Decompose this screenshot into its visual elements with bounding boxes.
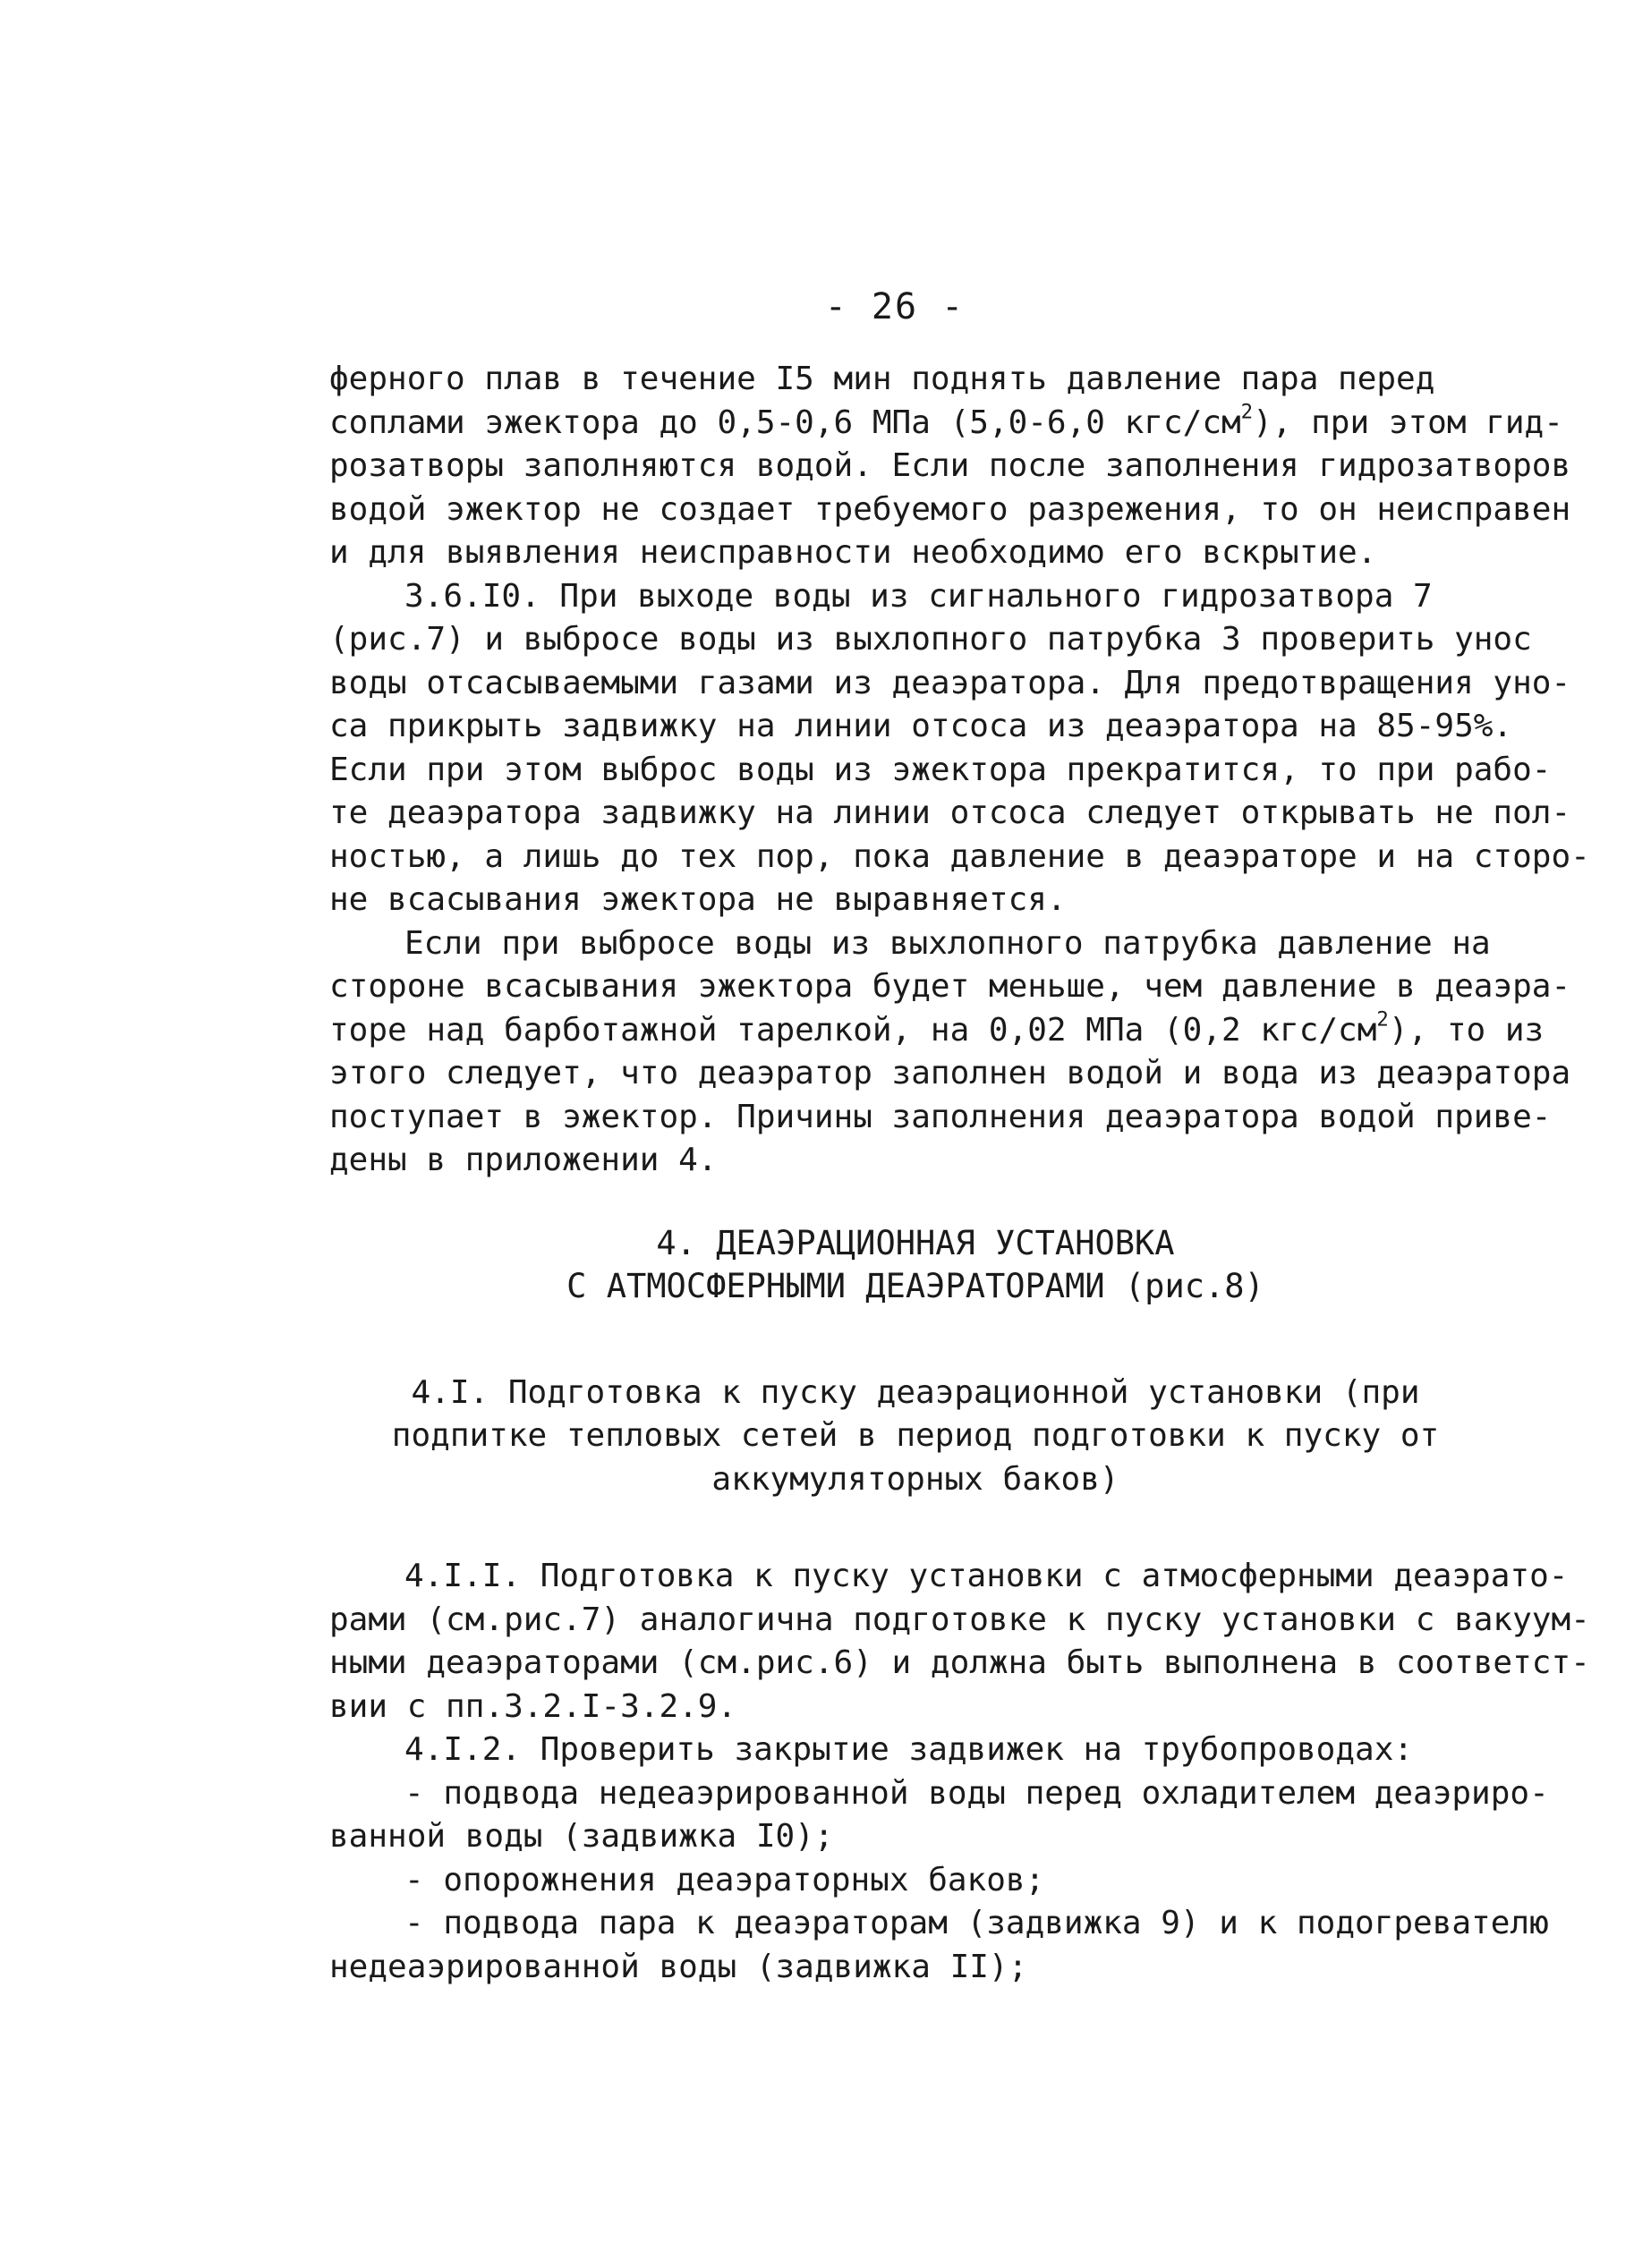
list-item: - подвода недеаэрированной воды перед охладителем деаэриро- (404, 1774, 1549, 1812)
text-fragment: ), то из (1388, 1011, 1545, 1049)
text-line: воды отсасываемыми газами из деаэратора. Для предотвращения уно- (329, 664, 1571, 701)
text-line: водой эжектор не создает требуемого разрежения, то он неисправен (329, 490, 1571, 528)
section-heading (329, 1222, 1502, 1309)
heading-line: аккумуляторных баков) (711, 1460, 1119, 1498)
heading-line: 4. ДЕАЭРАЦИОННАЯ УСТАНОВКА (656, 1223, 1175, 1262)
text-line: ностью, а лишь до тех пор, пока давление в деаэраторе и на сторо- (329, 837, 1590, 875)
text-line: 3.6.I0. При выходе воды из сигнального гидрозатвора 7 (404, 577, 1433, 615)
text-line: вии с пп.3.2.I-3.2.9. (329, 1687, 737, 1725)
list-item-continuation: ванной воды (задвижка I0); (329, 1818, 834, 1855)
text-line: 4.I.I. Подготовка к пуску установки с атмосферными деаэрато- (404, 1558, 1569, 1594)
heading-line: подпитке тепловых сетей в период подготовки к пуску от (391, 1417, 1440, 1454)
text-line: те деаэратора задвижку на линии отсоса следует открывать не пол- (329, 794, 1571, 831)
paragraph-5 (329, 1729, 1502, 1772)
text-line: ферного плав в течение I5 мин поднять давление пара перед (329, 361, 1435, 397)
valve-list (329, 1772, 1549, 1990)
text-line: дены в приложении 4. (329, 1142, 718, 1178)
text-line: поступает в эжектор. Причины заполнения деаэратора водой приве- (329, 1098, 1552, 1135)
text-line: са прикрыть задвижку на линии отсоса из деаэратора на 85-95%. (329, 708, 1513, 744)
text-fragment: соплами эжектора до 0,5-0,6 МПа (5,0-6,0 кгс/см (329, 403, 1241, 441)
text-line: (рис.7) и выбросе воды из выхлопного патрубка 3 проверить унос (329, 621, 1532, 658)
list-item: - подвода пара к деаэраторам (задвижка 9) и к подогревателю (404, 1905, 1549, 1941)
text-line: ными деаэраторами (см.рис.6) и должна быть выполнена в соответст- (329, 1644, 1590, 1681)
paragraph-4 (329, 1555, 1590, 1729)
subsection-heading (329, 1372, 1502, 1502)
paragraph-2 (329, 575, 1590, 922)
text-line: 4.I.2. Проверить закрытие задвижек на трубопроводах: (404, 1731, 1414, 1768)
text-line (329, 399, 1563, 446)
text-fragment: ), при этом гид- (1253, 403, 1563, 441)
superscript: 2 (1376, 1007, 1389, 1031)
text-line: рами (см.рис.7) аналогична подготовке к пуску установки с вакуум- (329, 1601, 1590, 1638)
text-line: Если при выбросе воды из выхлопного патрубка давление на (404, 924, 1491, 962)
text-line: розатворы заполняются водой. Если после заполнения гидрозатворов (329, 447, 1571, 484)
page-number: - 26 - (824, 286, 966, 327)
superscript: 2 (1240, 399, 1254, 423)
list-item: - опорожнения деаэраторных баков; (404, 1861, 1045, 1898)
text-line (329, 1007, 1545, 1053)
text-line: этого следует, что деаэратор заполнен водой и вода из деаэратора (329, 1055, 1571, 1092)
page-body (329, 358, 1590, 1989)
text-line: и для выявления неисправности необходимо его вскрытие. (329, 534, 1377, 571)
text-line: стороне всасывания эжектора будет меньше, чем давление в деаэра- (329, 968, 1571, 1005)
text-line: не всасывания эжектора не выравняется. (329, 881, 1067, 918)
text-line: Если при этом выброс воды из эжектора прекратится, то при рабо- (329, 751, 1552, 788)
heading-line: 4.I. Подготовка к пуску деаэрационной установки (при (411, 1373, 1420, 1411)
heading-line: С АТМОСФЕРНЫМИ ДЕАЭРАТОРАМИ (рис.8) (566, 1267, 1264, 1305)
text-fragment: торе над барботажной тарелкой, на 0,02 МПа (0,2 кгс/см (329, 1011, 1377, 1049)
paragraph-1 (329, 358, 1571, 575)
paragraph-3 (329, 922, 1571, 1183)
list-item-continuation: недеаэрированной воды (задвижка II); (329, 1948, 1028, 1985)
